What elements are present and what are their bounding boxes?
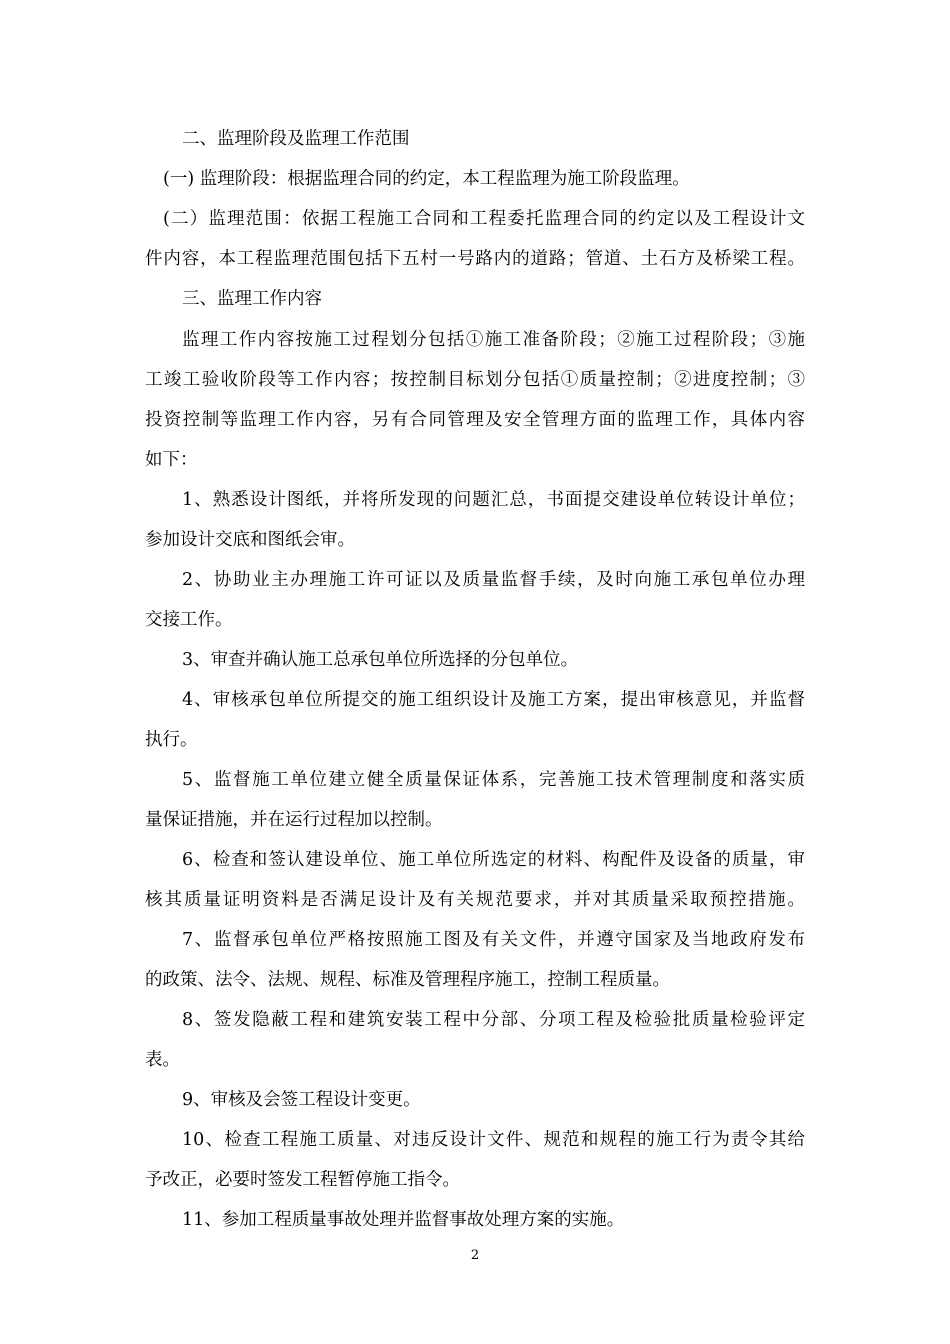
section-heading-3: 三、监理工作内容 <box>182 289 322 309</box>
list-item-4-continuation: 执行。 <box>145 730 198 750</box>
list-item-7: 7、监督承包单位严格按照施工图及有关文件，并遵守国家及当地政府发布 <box>182 930 805 950</box>
section-heading-2: 二、监理阶段及监理工作范围 <box>182 129 410 149</box>
page-number: 2 <box>470 1248 480 1263</box>
list-item-1: 1、熟悉设计图纸，并将所发现的问题汇总，书面提交建设单位转设计单位； <box>182 490 805 510</box>
paragraph-line: 投资控制等监理工作内容，另有合同管理及安全管理方面的监理工作，具体内容 <box>145 410 805 430</box>
paragraph-line: 件内容，本工程监理范围包括下五村一号路内的道路；管道、土石方及桥梁工程。 <box>145 249 805 269</box>
list-item-5-continuation: 量保证措施，并在运行过程加以控制。 <box>145 810 443 830</box>
paragraph-line: 如下： <box>145 450 198 470</box>
list-item-2: 2、协助业主办理施工许可证以及质量监督手续，及时向施工承包单位办理 <box>182 570 805 590</box>
list-item-9: 9、审核及会签工程设计变更。 <box>182 1090 421 1110</box>
list-item-5: 5、监督施工单位建立健全质量保证体系，完善施工技术管理制度和落实质 <box>182 770 805 790</box>
list-item-3: 3、审查并确认施工总承包单位所选择的分包单位。 <box>182 650 579 670</box>
paragraph-line: (一) 监理阶段：根据监理合同的约定，本工程监理为施工阶段监理。 <box>163 169 690 189</box>
list-item-2-continuation: 交接工作。 <box>145 610 233 630</box>
paragraph-line: (二）监理范围：依据工程施工合同和工程委托监理合同的约定以及工程设计文 <box>163 209 805 229</box>
list-item-10: 10、检查工程施工质量、对违反设计文件、规范和规程的施工行为责令其给 <box>182 1130 805 1150</box>
list-item-7-continuation: 的政策、法令、法规、规程、标准及管理程序施工，控制工程质量。 <box>145 970 670 990</box>
list-item-8-continuation: 表。 <box>145 1050 180 1070</box>
paragraph-line: 工竣工验收阶段等工作内容；按控制目标划分包括①质量控制；②进度控制；③ <box>145 370 805 390</box>
list-item-6-continuation: 核其质量证明资料是否满足设计及有关规范要求，并对其质量采取预控措施。 <box>145 890 805 910</box>
list-item-1-continuation: 参加设计交底和图纸会审。 <box>145 530 355 550</box>
list-item-4: 4、审核承包单位所提交的施工组织设计及施工方案，提出审核意见，并监督 <box>182 690 805 710</box>
list-item-6: 6、检查和签认建设单位、施工单位所选定的材料、构配件及设备的质量，审 <box>182 850 805 870</box>
paragraph-line: 监理工作内容按施工过程划分包括①施工准备阶段；②施工过程阶段；③施 <box>182 330 805 350</box>
list-item-8: 8、签发隐蔽工程和建筑安装工程中分部、分项工程及检验批质量检验评定 <box>182 1010 805 1030</box>
list-item-11: 11、参加工程质量事故处理并监督事故处理方案的实施。 <box>182 1210 625 1230</box>
list-item-10-continuation: 予改正，必要时签发工程暂停施工指令。 <box>145 1170 460 1190</box>
